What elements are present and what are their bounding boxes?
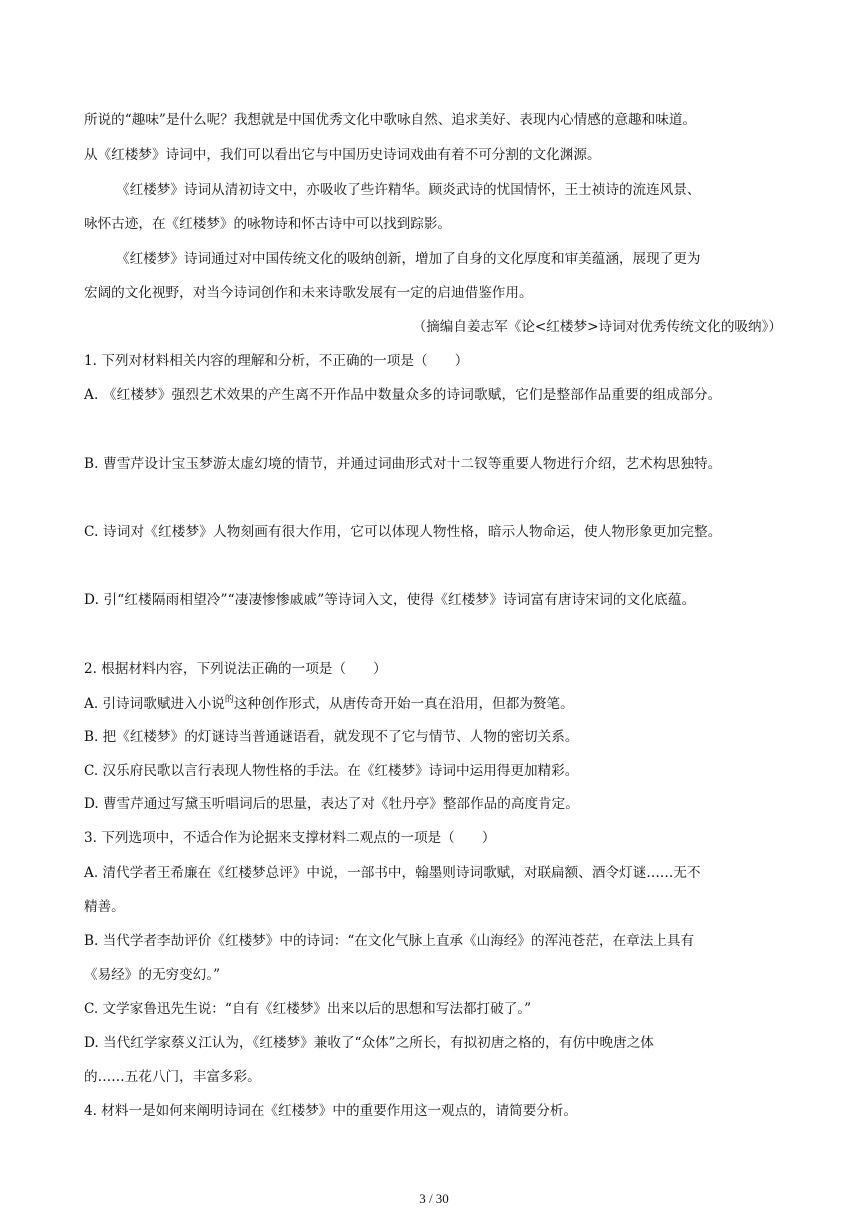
- question-1-stem: 1. 下列对材料相关内容的理解和分析，不正确的一项是（ ）: [84, 353, 469, 369]
- option-a-text-post: 这种创作形式，从唐传奇开始一真在沿用，但都为赘笔。: [233, 696, 574, 712]
- question-3-option-a-cont: 精善。: [84, 899, 125, 915]
- question-3-option-c: C. 文学家鲁迅先生说：“自有《红楼梦》出来以后的思想和写法都打破了。”: [84, 1001, 532, 1017]
- passage-line: 所说的“趣味”是什么呢？我想就是中国优秀文化中歌咏自然、追求美好、表现内心情感的意趣和味道。: [84, 112, 697, 128]
- question-2-option-d: D. 曹雪芹通过写黛玉听唱词后的思量，表达了对《牡丹亭》整部作品的高度肯定。: [84, 796, 579, 812]
- question-3-option-d: D. 当代红学家蔡义江认为，《红楼梦》兼收了“众体”之所长，有拟初唐之格的，有仿中晚唐之体: [84, 1035, 654, 1051]
- source-citation: （摘编自姜志军《论<红楼梦>诗词对优秀传统文化的吸纳》）: [412, 319, 782, 335]
- question-3-stem: 3. 下列选项中，不适合作为论据来支撑材料二观点的一项是（ ）: [84, 830, 496, 846]
- question-1-option-a: A. 《红楼梦》强烈艺术效果的产生离不开作品中数量众多的诗词歌赋，它们是整部作品重要的组成部分。: [84, 387, 722, 403]
- option-a-superscript: 的: [224, 695, 234, 705]
- question-2-option-c: C. 汉乐府民歌以言行表现人物性格的手法。在《红楼梦》诗词中运用得更加精彩。: [84, 763, 579, 779]
- question-1-option-d: D. 引“红楼隔雨相望冷”“凄凄惨惨戚戚”等诗词入文，使得《红楼梦》诗词富有唐诗宋词的文化底蕴。: [84, 592, 696, 608]
- question-3-option-b-cont: 《易经》的无穷变幻。”: [84, 967, 221, 983]
- question-3-option-b: B. 当代学者李劼评价《红楼梦》中的诗词：“在文化气脉上直承《山海经》的浑沌苍茫，在章法上具有: [84, 933, 695, 949]
- question-2-stem: 2. 根据材料内容，下列说法正确的一项是（ ）: [84, 661, 387, 677]
- question-1-option-c: C. 诗词对《红楼梦》人物刻画有很大作用，它可以体现人物性格，暗示人物命运，使人物形象更加完整。: [84, 524, 722, 540]
- passage-line: 从《红楼梦》诗词中，我们可以看出它与中国历史诗词戏曲有着不可分割的文化渊源。: [84, 147, 601, 163]
- question-2-option-a: [84, 694, 574, 716]
- page-number: 3 / 30: [419, 1191, 449, 1206]
- question-3-option-d-cont: 的……五花八门，丰富多彩。: [84, 1069, 261, 1085]
- passage-line: 《红楼梦》诗词通过对中国传统文化的吸纳创新，增加了自身的文化厚度和审美蕴涵，展现了更为: [116, 251, 701, 267]
- passage-line: 宏阔的文化视野，对当今诗词创作和未来诗歌发展有一定的启迪借鉴作用。: [84, 285, 533, 301]
- passage-line: 《红楼梦》诗词从清初诗文中，亦吸收了些许精华。顾炎武诗的忧国情怀，王士祯诗的流连风景、: [116, 182, 701, 198]
- passage-line: 咏怀古迹，在《红楼梦》的咏物诗和怀古诗中可以找到踪影。: [84, 216, 452, 232]
- question-3-option-a: A. 清代学者王希廉在《红楼梦总评》中说，一部书中，翰墨则诗词歌赋，对联扁额、酒令灯谜……无不: [84, 865, 701, 881]
- question-1-option-b: B. 曹雪芹设计宝玉梦游太虚幻境的情节，并通过词曲形式对十二钗等重要人物进行介绍，艺术构思独特。: [84, 456, 722, 472]
- option-a-text-pre: A. 引诗词歌赋进入小说: [84, 696, 225, 712]
- question-4-stem: 4. 材料一是如何来阐明诗词在《红楼梦》中的重要作用这一观点的，请简要分析。: [84, 1103, 578, 1119]
- question-2-option-b: B. 把《红楼梦》的灯谜诗当普通谜语看，就发现不了它与情节、人物的密切关系。: [84, 729, 579, 745]
